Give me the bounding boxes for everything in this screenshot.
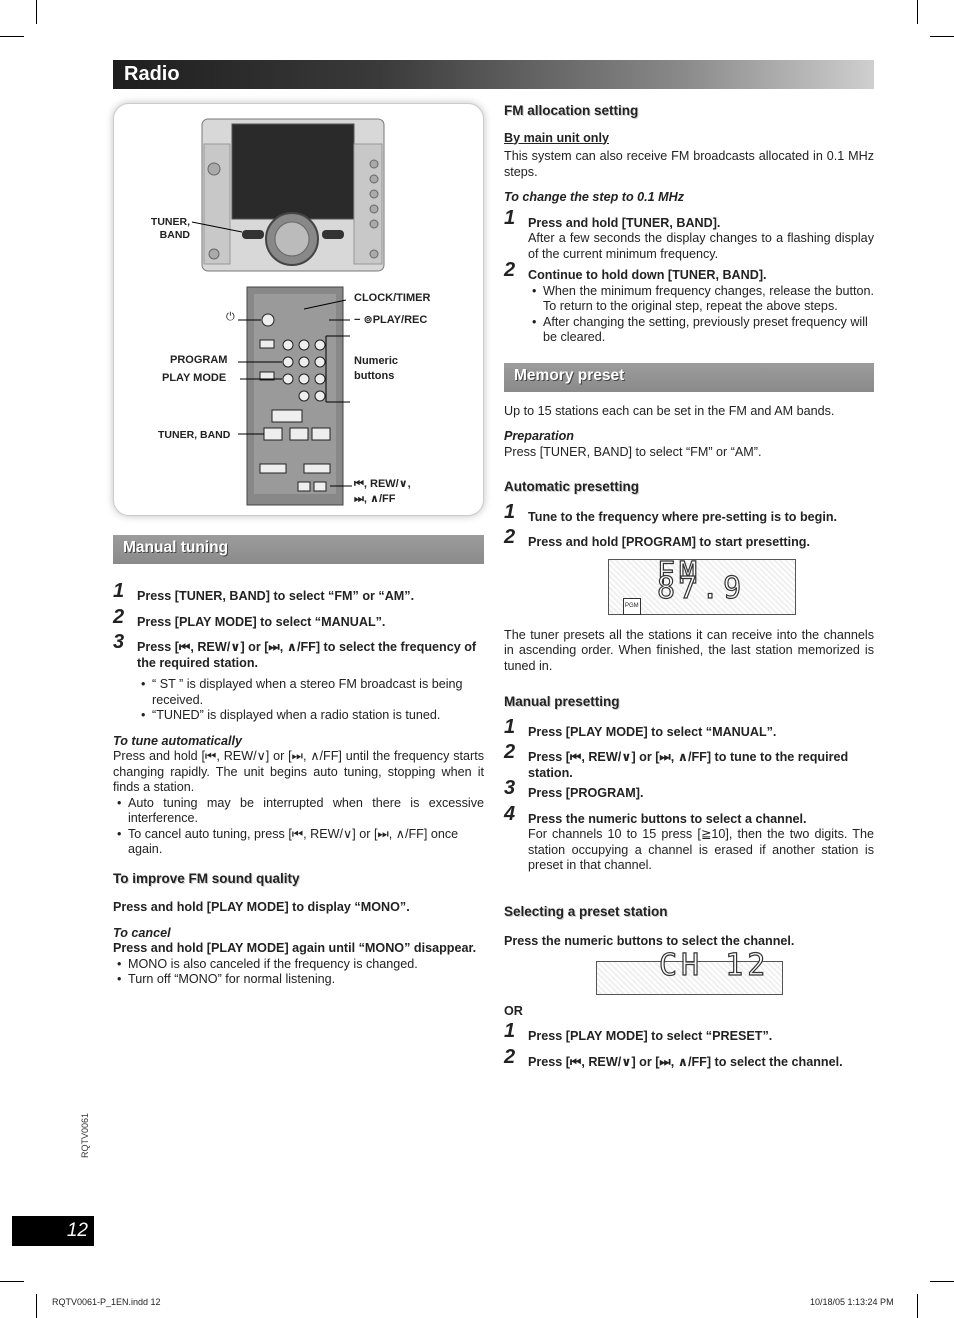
by-main-unit-label: By main unit only (504, 130, 609, 145)
label-tuner-band-remote: TUNER, BAND (158, 429, 231, 441)
step-detail: After a few seconds the display changes to a flashing display of the current minimum frequency. (528, 231, 874, 261)
manual-tuning-section (113, 535, 484, 988)
display-text: CH 12 (659, 947, 770, 983)
step-number: 4 (504, 802, 516, 825)
bullet: • To cancel auto tuning, press [⏮, REW/∨] or [⏭, ∧/FF] once again. (113, 827, 484, 858)
step-number: 3 (113, 631, 125, 653)
step-number: 1 (504, 1020, 516, 1042)
step-text: Press [⏮, REW/∨] or [⏭, ∧/FF] to tune to the required station. (528, 750, 849, 780)
power-icon: ⏻ (226, 311, 235, 323)
preparation-heading: Preparation (504, 429, 574, 443)
page-title-bar (113, 60, 874, 89)
label-program: PROGRAM (170, 354, 228, 366)
cancel-heading: To cancel (113, 925, 171, 940)
fm-allocation-step (504, 206, 874, 263)
crop-mark (0, 36, 24, 37)
bullet: • “TUNED” is displayed when a radio station is tuned. (137, 708, 484, 724)
manual-presetting-heading-text: Manual presetting (504, 694, 624, 709)
auto-presetting-note: The tuner presets all the stations it can receive into the channels in ascending order. When finished, the last station memorized is tuned in. (504, 627, 874, 673)
label-ff: ⏭, ∧/FF (354, 493, 396, 505)
crop-mark (0, 1281, 24, 1282)
memory-preset-intro: Up to 15 stations each can be set in the FM and AM bands. (504, 403, 835, 418)
auto-tune-text: Press and hold [⏮, REW/∨] or [⏭, ∧/FF] until the frequency starts changing rapidly. The unit begins auto tuning, stopping when it finds a station. (113, 749, 484, 794)
manual-presetting-heading (504, 694, 874, 712)
manual-presetting-step (504, 741, 874, 781)
footer-date: 10/18/05 1:13:24 PM (810, 1297, 894, 1307)
bullet: • When the minimum frequency changes, release the button. To return to the original step, repeat the above steps. (528, 284, 874, 315)
crop-mark (36, 1294, 37, 1318)
page-number: 12 (12, 1216, 94, 1246)
preparation-text: Press [TUNER, BAND] to select “FM” or “AM”. (504, 444, 762, 459)
step-number: 1 (113, 580, 125, 602)
change-step-heading: To change the step to 0.1 MHz (504, 190, 685, 204)
channel-display (596, 947, 783, 995)
manual-tuning-step (113, 580, 484, 605)
step-number: 2 (113, 605, 125, 628)
or-label: OR (504, 1003, 523, 1018)
manual-tuning-step (113, 631, 484, 724)
page-title: Radio (124, 63, 180, 85)
manual-tuning-step (113, 605, 484, 631)
label-numeric-buttons: Numeric buttons (354, 355, 399, 382)
crop-mark (36, 0, 37, 24)
bullet: • After changing the setting, previously preset frequency will be cleared. (528, 315, 874, 346)
step-text: Continue to hold down [TUNER, BAND]. (528, 268, 767, 282)
label-clock-timer: CLOCK/TIMER (354, 292, 431, 304)
step-text: Press the numeric buttons to select a channel. (528, 811, 807, 826)
step-text: Press [TUNER, BAND] to select “FM” or “AM”. (137, 589, 415, 603)
cancel-text: Press and hold [PLAY MODE] again until “MONO” disappear. (113, 941, 477, 955)
step-detail: For channels 10 to 15 press [≧10], then the two digits. The station occupying a channel is erased if another station is preset in that channel. (528, 827, 874, 872)
fm-quality-heading-text: To improve FM sound quality (113, 871, 304, 886)
fm-allocation-heading-text: FM allocation setting (504, 103, 642, 118)
selecting-preset-step (504, 1020, 874, 1045)
manual-tuning-heading: Manual tuning (113, 535, 484, 564)
fm-allocation-heading (504, 103, 874, 121)
fm-allocation-intro: This system can also receive FM broadcasts allocated in 0.1 MHz steps. (504, 149, 874, 179)
step-number: 1 (504, 715, 516, 738)
label-tuner-band-top: TUNER, BAND (150, 216, 190, 241)
fm-quality-instruction: Press and hold [PLAY MODE] to display “MONO”. (113, 900, 410, 914)
selecting-preset-heading (504, 904, 874, 922)
crop-mark (930, 1281, 954, 1282)
step-number: 2 (504, 259, 516, 281)
label-play-rec: − ⊚PLAY/REC (354, 314, 428, 326)
bullet: • Auto tuning may be interrupted when there is excessive interference. (113, 796, 484, 827)
memory-preset-heading: Memory preset (504, 363, 874, 392)
footer-file: RQTV0061-P_1EN.indd 12 (52, 1297, 161, 1307)
step-number: 1 (504, 206, 516, 229)
step-text: Tune to the frequency where pre-setting is to begin. (528, 509, 838, 524)
device-drawing (114, 104, 485, 517)
label-rew: ⏮, REW/∨, (354, 478, 411, 490)
step-number: 2 (504, 526, 516, 548)
label-play-mode: PLAY MODE (162, 372, 227, 384)
step-text: Press [⏮, REW/∨] or [⏭, ∧/FF] to select the frequency of the required station. (137, 640, 477, 670)
auto-presetting-heading (504, 479, 874, 497)
fm-quality-heading (113, 871, 484, 889)
auto-presetting-step (504, 526, 874, 551)
fm-allocation-step (504, 259, 874, 346)
crop-mark (930, 36, 954, 37)
manual-presetting-step (504, 715, 874, 741)
auto-tune-heading: To tune automatically (113, 733, 242, 748)
step-text: Press and hold [TUNER, BAND]. (528, 215, 721, 230)
selecting-preset-step (504, 1045, 874, 1071)
bullet: • “ ST ” is displayed when a stereo FM broadcast is being received. (137, 677, 484, 708)
crop-mark (917, 1294, 918, 1318)
manual-presetting-step (504, 777, 874, 802)
side-code: RQTV0061 (80, 1112, 90, 1158)
manual-presetting-step (504, 802, 874, 874)
step-number: 2 (504, 1045, 516, 1068)
step-text: Press [PROGRAM]. (528, 786, 644, 800)
auto-presetting-step (504, 500, 874, 526)
selecting-preset-instruction: Press the numeric buttons to select the channel. (504, 934, 795, 948)
right-column (504, 103, 874, 1070)
selecting-preset-heading-text: Selecting a preset station (504, 904, 672, 919)
step-text: Press and hold [PROGRAM] to start presetting. (528, 535, 810, 549)
step-text: Press [⏮, REW/∨] or [⏭, ∧/FF] to select the channel. (528, 1054, 843, 1069)
bullet: • Turn off “MONO” for normal listening. (113, 972, 484, 988)
display-text: FM 87.9 (657, 555, 746, 606)
step-number: 1 (504, 500, 516, 523)
fm-display (608, 555, 796, 615)
pgm-indicator: PGM (623, 598, 641, 616)
step-text: Press [PLAY MODE] to select “MANUAL”. (137, 614, 386, 629)
step-text: Press [PLAY MODE] to select “MANUAL”. (528, 724, 777, 739)
unit-and-remote-illustration (113, 103, 484, 516)
auto-presetting-heading-text: Automatic presetting (504, 479, 643, 494)
step-text: Press [PLAY MODE] to select “PRESET”. (528, 1029, 773, 1043)
step-number: 2 (504, 741, 516, 763)
bullet: • MONO is also canceled if the frequency is changed. (113, 957, 484, 973)
step-number: 3 (504, 777, 516, 799)
crop-mark (917, 0, 918, 24)
